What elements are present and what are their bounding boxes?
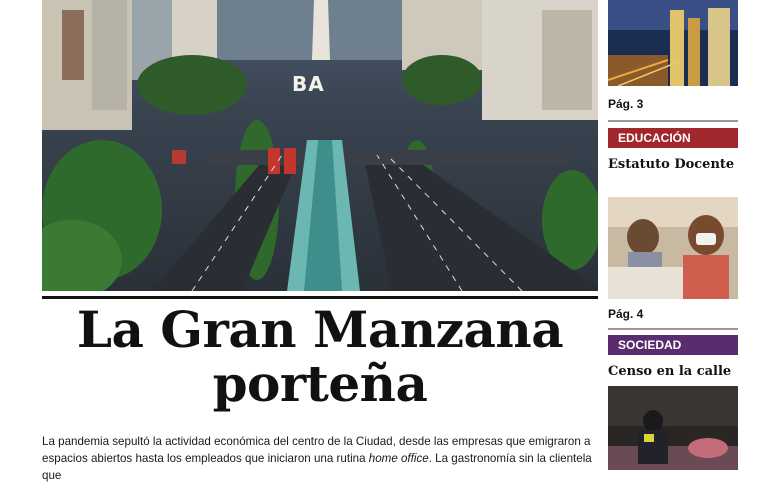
lede-text-end: . La gastronomía sin la clientela que xyxy=(42,452,592,482)
section-education: EDUCACIÓN xyxy=(608,128,738,148)
lede-emphasis: home office xyxy=(368,452,429,465)
headline-divider xyxy=(42,296,598,299)
lede-paragraph xyxy=(42,433,598,484)
page-ref-3: Pág. 3 xyxy=(608,97,644,111)
story-education-title[interactable]: Estatuto Docente xyxy=(608,157,735,172)
page-ref-4: Pág. 4 xyxy=(608,307,644,321)
headline-line-2: porteña xyxy=(212,354,428,413)
street-census-thumbnail[interactable] xyxy=(608,386,738,470)
lede-text: La pandemia sepultó la actividad económica del centro de la Ciudad, desde las empresas que emigraron a espacios abiertos hasta los empleados que iniciaron una rutina xyxy=(42,435,591,465)
main-headline[interactable] xyxy=(42,300,598,413)
classroom-thumbnail[interactable] xyxy=(608,197,738,299)
avenue-photo xyxy=(42,0,598,291)
sidebar-divider xyxy=(608,120,738,122)
city-night-thumbnail[interactable] xyxy=(608,0,738,86)
sidebar-divider xyxy=(608,328,738,330)
story-society-title[interactable]: Censo en la calle xyxy=(608,364,732,379)
headline-line-1: La Gran Manzana xyxy=(76,300,564,359)
ba-sign: BA xyxy=(292,72,325,96)
section-society: SOCIEDAD xyxy=(608,335,738,355)
sidebar xyxy=(608,0,738,470)
